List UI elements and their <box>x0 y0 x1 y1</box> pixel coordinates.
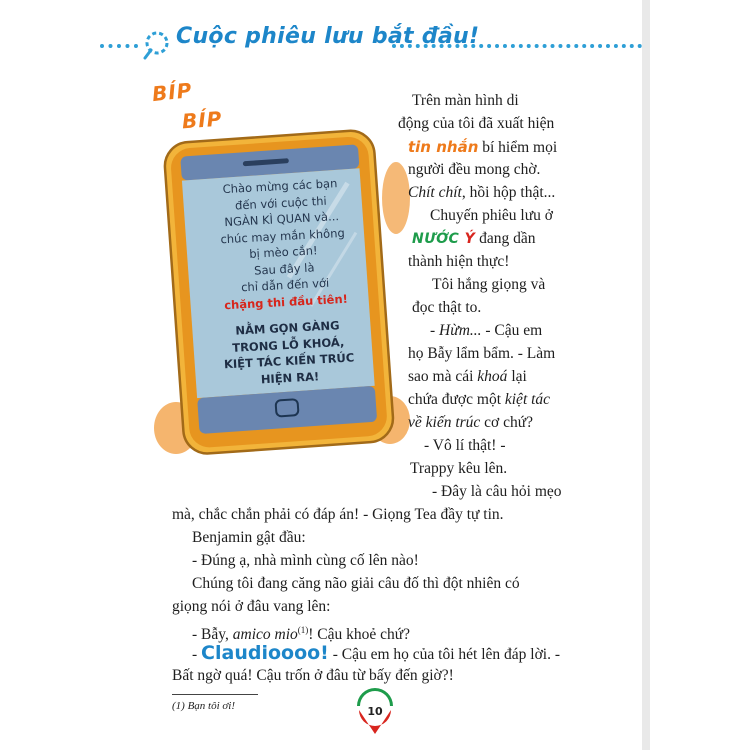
text-line: chứa được một kiệt tác <box>408 391 551 408</box>
text-line: - Hừm... - Cậu em <box>430 322 543 339</box>
screen-line: Sau đây là <box>253 259 315 278</box>
text-line: - Claudioooo! - Cậu em họ của tôi hét lên đáp lời. - <box>192 642 561 664</box>
page-number-badge <box>355 692 395 744</box>
text-line: Chuyến phiêu lưu ở <box>430 207 553 224</box>
text-line: Benjamin gật đầu: <box>192 529 306 546</box>
page-number: 10 <box>367 705 383 718</box>
screen-line: Chào mừng các bạn <box>222 176 338 197</box>
text-line: về kiến trúc cơ chứ? <box>408 414 534 431</box>
text-line: Chúng tôi đang căng não giải câu đố thì đột nhiên có <box>192 575 520 592</box>
magnifier-icon <box>140 28 174 62</box>
text-line: - Đúng ạ, nhà mình cùng cố lên nào! <box>192 552 419 569</box>
text-line: Trên màn hình di <box>412 92 519 109</box>
screen-line: đến với cuộc thi <box>234 193 327 212</box>
text-line: đọc thật to. <box>412 299 482 316</box>
book-spine <box>642 0 650 750</box>
text-line: thành hiện thực! <box>408 253 510 270</box>
screen-line: chỉ dẫn đến với <box>240 275 330 295</box>
text-line: - Đây là câu hỏi mẹo <box>432 483 562 500</box>
text-line: mà, chắc chắn phải có đáp án! - Giọng Tea đầy tự tin. <box>172 506 504 523</box>
screen-line: chúc may mắn không <box>220 225 346 246</box>
text-line: NƯỚC Ý đang dần <box>412 230 536 247</box>
screen-line: bị mèo cắn! <box>248 243 318 261</box>
chapter-header <box>0 0 640 80</box>
claudio-name: Claudioooo! <box>201 642 329 664</box>
chapter-title: Cuộc phiêu lưu bắt đầu! <box>176 24 480 49</box>
text-line: giọng nói ở đâu vang lên: <box>172 598 331 615</box>
phone-illustration <box>150 128 412 458</box>
country-logo-italy: NƯỚC Ý <box>412 231 476 247</box>
footnote-rule <box>172 694 258 695</box>
text-line: tin nhắn bí hiểm mọi <box>408 138 558 156</box>
text-line: Tôi hắng giọng và <box>432 276 546 293</box>
text-line: - Bẫy, amico mio$^{(1)}$! Cậu khoẻ chứ? <box>192 625 411 644</box>
text-line: người đều mong chờ. <box>408 161 541 178</box>
phone-screen-message <box>197 174 374 390</box>
riddle-line: KIỆT TÁC KIẾN TRÚC <box>223 350 355 372</box>
screen-highlight: chặng thi đầu tiên! <box>223 291 349 312</box>
text-line: họ Bẫy lẩm bẩm. - Làm <box>408 345 556 362</box>
riddle-line: TRONG LỖ KHOÁ, <box>231 334 345 355</box>
header-dotted-line-left <box>100 44 138 48</box>
text-line: Trappy kêu lên. <box>410 460 508 477</box>
text-line: Chít chít, hồi hộp thật... <box>408 184 556 201</box>
text-line: động của tôi đã xuất hiện <box>398 115 555 132</box>
text-line: sao mà cái khoá lại <box>408 368 527 385</box>
text-line: - Vô lí thật! - <box>424 437 506 454</box>
riddle-line: NẰM GỌN GÀNG <box>235 318 340 338</box>
text-line: Bất ngờ quá! Cậu trốn ở đâu từ bấy đến giờ?! <box>172 667 454 684</box>
sound-effect-beep-1: BÍP <box>150 77 194 107</box>
header-dotted-line-right <box>392 44 642 48</box>
footnote: (1) Bạn tôi ơi! <box>172 700 235 712</box>
sound-effect-beep-2: BÍP <box>181 106 224 134</box>
highlight-tin-nhan: tin nhắn <box>408 138 479 156</box>
page-edge <box>650 0 750 750</box>
riddle-line: HIỆN RA! <box>260 368 320 386</box>
screen-line: NGÀN KÌ QUAN và... <box>224 209 340 230</box>
